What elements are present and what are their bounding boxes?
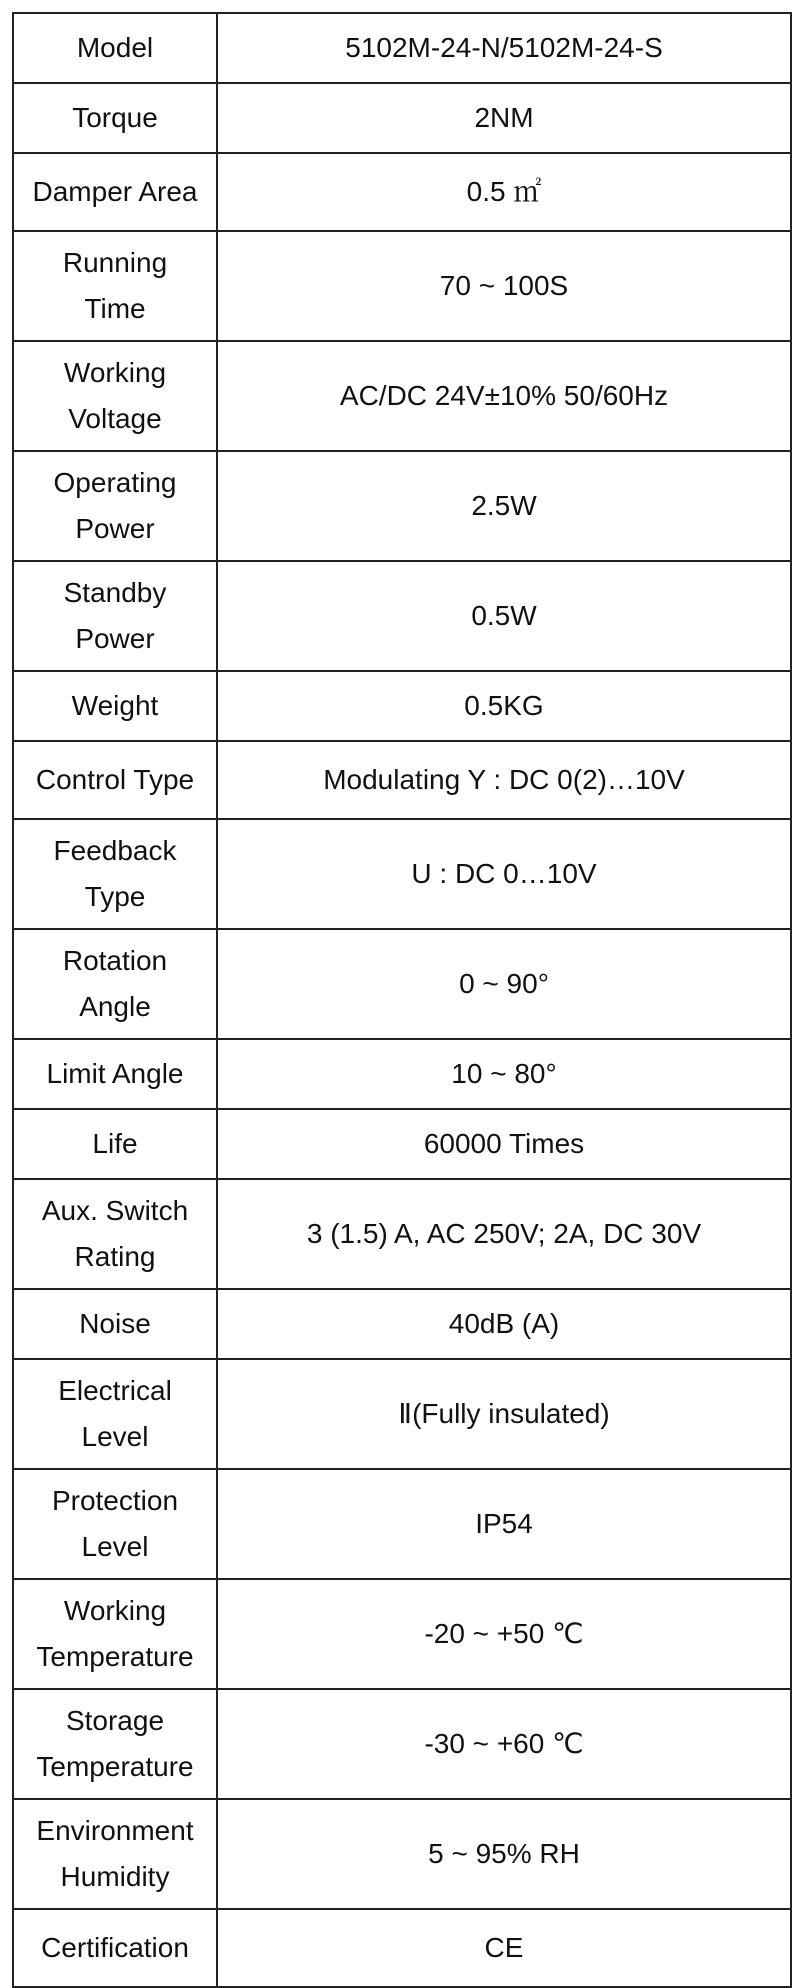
- spec-row-weight: [13, 671, 791, 741]
- spec-label: Operating Power: [13, 451, 217, 561]
- spec-value: IP54: [217, 1469, 791, 1579]
- spec-value: 2.5W: [217, 451, 791, 561]
- spec-label: Limit Angle: [13, 1039, 217, 1109]
- spec-value: 0.5KG: [217, 671, 791, 741]
- spec-value: 60000 Times: [217, 1109, 791, 1179]
- spec-row-storage-temperature: [13, 1689, 791, 1799]
- spec-label: Rotation Angle: [13, 929, 217, 1039]
- spec-value: 10 ~ 80°: [217, 1039, 791, 1109]
- spec-label: Working Voltage: [13, 341, 217, 451]
- spec-label: Life: [13, 1109, 217, 1179]
- spec-label: Torque: [13, 83, 217, 153]
- spec-label: Control Type: [13, 741, 217, 819]
- spec-value: -20 ~ +50 ℃: [217, 1579, 791, 1689]
- spec-row-life: [13, 1109, 791, 1179]
- spec-value: 3 (1.5) A, AC 250V; 2A, DC 30V: [217, 1179, 791, 1289]
- spec-label: Running Time: [13, 231, 217, 341]
- spec-label: Storage Temperature: [13, 1689, 217, 1799]
- spec-value: 5102M-24-N/5102M-24-S: [217, 13, 791, 83]
- spec-row-running-time: [13, 231, 791, 341]
- spec-label: Electrical Level: [13, 1359, 217, 1469]
- spec-label: Standby Power: [13, 561, 217, 671]
- spec-value: 5 ~ 95% RH: [217, 1799, 791, 1909]
- spec-value: U : DC 0…10V: [217, 819, 791, 929]
- spec-label: Feedback Type: [13, 819, 217, 929]
- spec-row-standby-power: [13, 561, 791, 671]
- spec-value: -30 ~ +60 ℃: [217, 1689, 791, 1799]
- spec-row-aux-switch-rating: [13, 1179, 791, 1289]
- spec-row-environment-humidity: [13, 1799, 791, 1909]
- spec-label: Protection Level: [13, 1469, 217, 1579]
- spec-row-feedback-type: [13, 819, 791, 929]
- spec-row-electrical-level: [13, 1359, 791, 1469]
- spec-row-limit-angle: [13, 1039, 791, 1109]
- spec-value: 0.5 ㎡: [217, 153, 791, 231]
- spec-row-working-voltage: [13, 341, 791, 451]
- spec-label: Environment Humidity: [13, 1799, 217, 1909]
- spec-row-rotation-angle: [13, 929, 791, 1039]
- spec-label: Working Temperature: [13, 1579, 217, 1689]
- spec-value: AC/DC 24V±10% 50/60Hz: [217, 341, 791, 451]
- spec-row-model: [13, 13, 791, 83]
- spec-row-working-temperature: [13, 1579, 791, 1689]
- spec-label: Aux. Switch Rating: [13, 1179, 217, 1289]
- spec-value: Ⅱ(Fully insulated): [217, 1359, 791, 1469]
- spec-row-certification: [13, 1909, 791, 1987]
- spec-row-noise: [13, 1289, 791, 1359]
- spec-value: 70 ~ 100S: [217, 231, 791, 341]
- spec-row-damper-area: [13, 153, 791, 231]
- spec-row-protection-level: [13, 1469, 791, 1579]
- spec-value: CE: [217, 1909, 791, 1987]
- spec-row-torque: [13, 83, 791, 153]
- spec-value: 0.5W: [217, 561, 791, 671]
- spec-label: Damper Area: [13, 153, 217, 231]
- spec-row-control-type: [13, 741, 791, 819]
- spec-table-body: [13, 13, 791, 1987]
- spec-value: Modulating Y : DC 0(2)…10V: [217, 741, 791, 819]
- spec-value: 2NM: [217, 83, 791, 153]
- spec-row-operating-power: [13, 451, 791, 561]
- spec-table: [12, 12, 792, 1988]
- spec-label: Noise: [13, 1289, 217, 1359]
- spec-value: 40dB (A): [217, 1289, 791, 1359]
- spec-value: 0 ~ 90°: [217, 929, 791, 1039]
- spec-label: Certification: [13, 1909, 217, 1987]
- spec-label: Model: [13, 13, 217, 83]
- spec-label: Weight: [13, 671, 217, 741]
